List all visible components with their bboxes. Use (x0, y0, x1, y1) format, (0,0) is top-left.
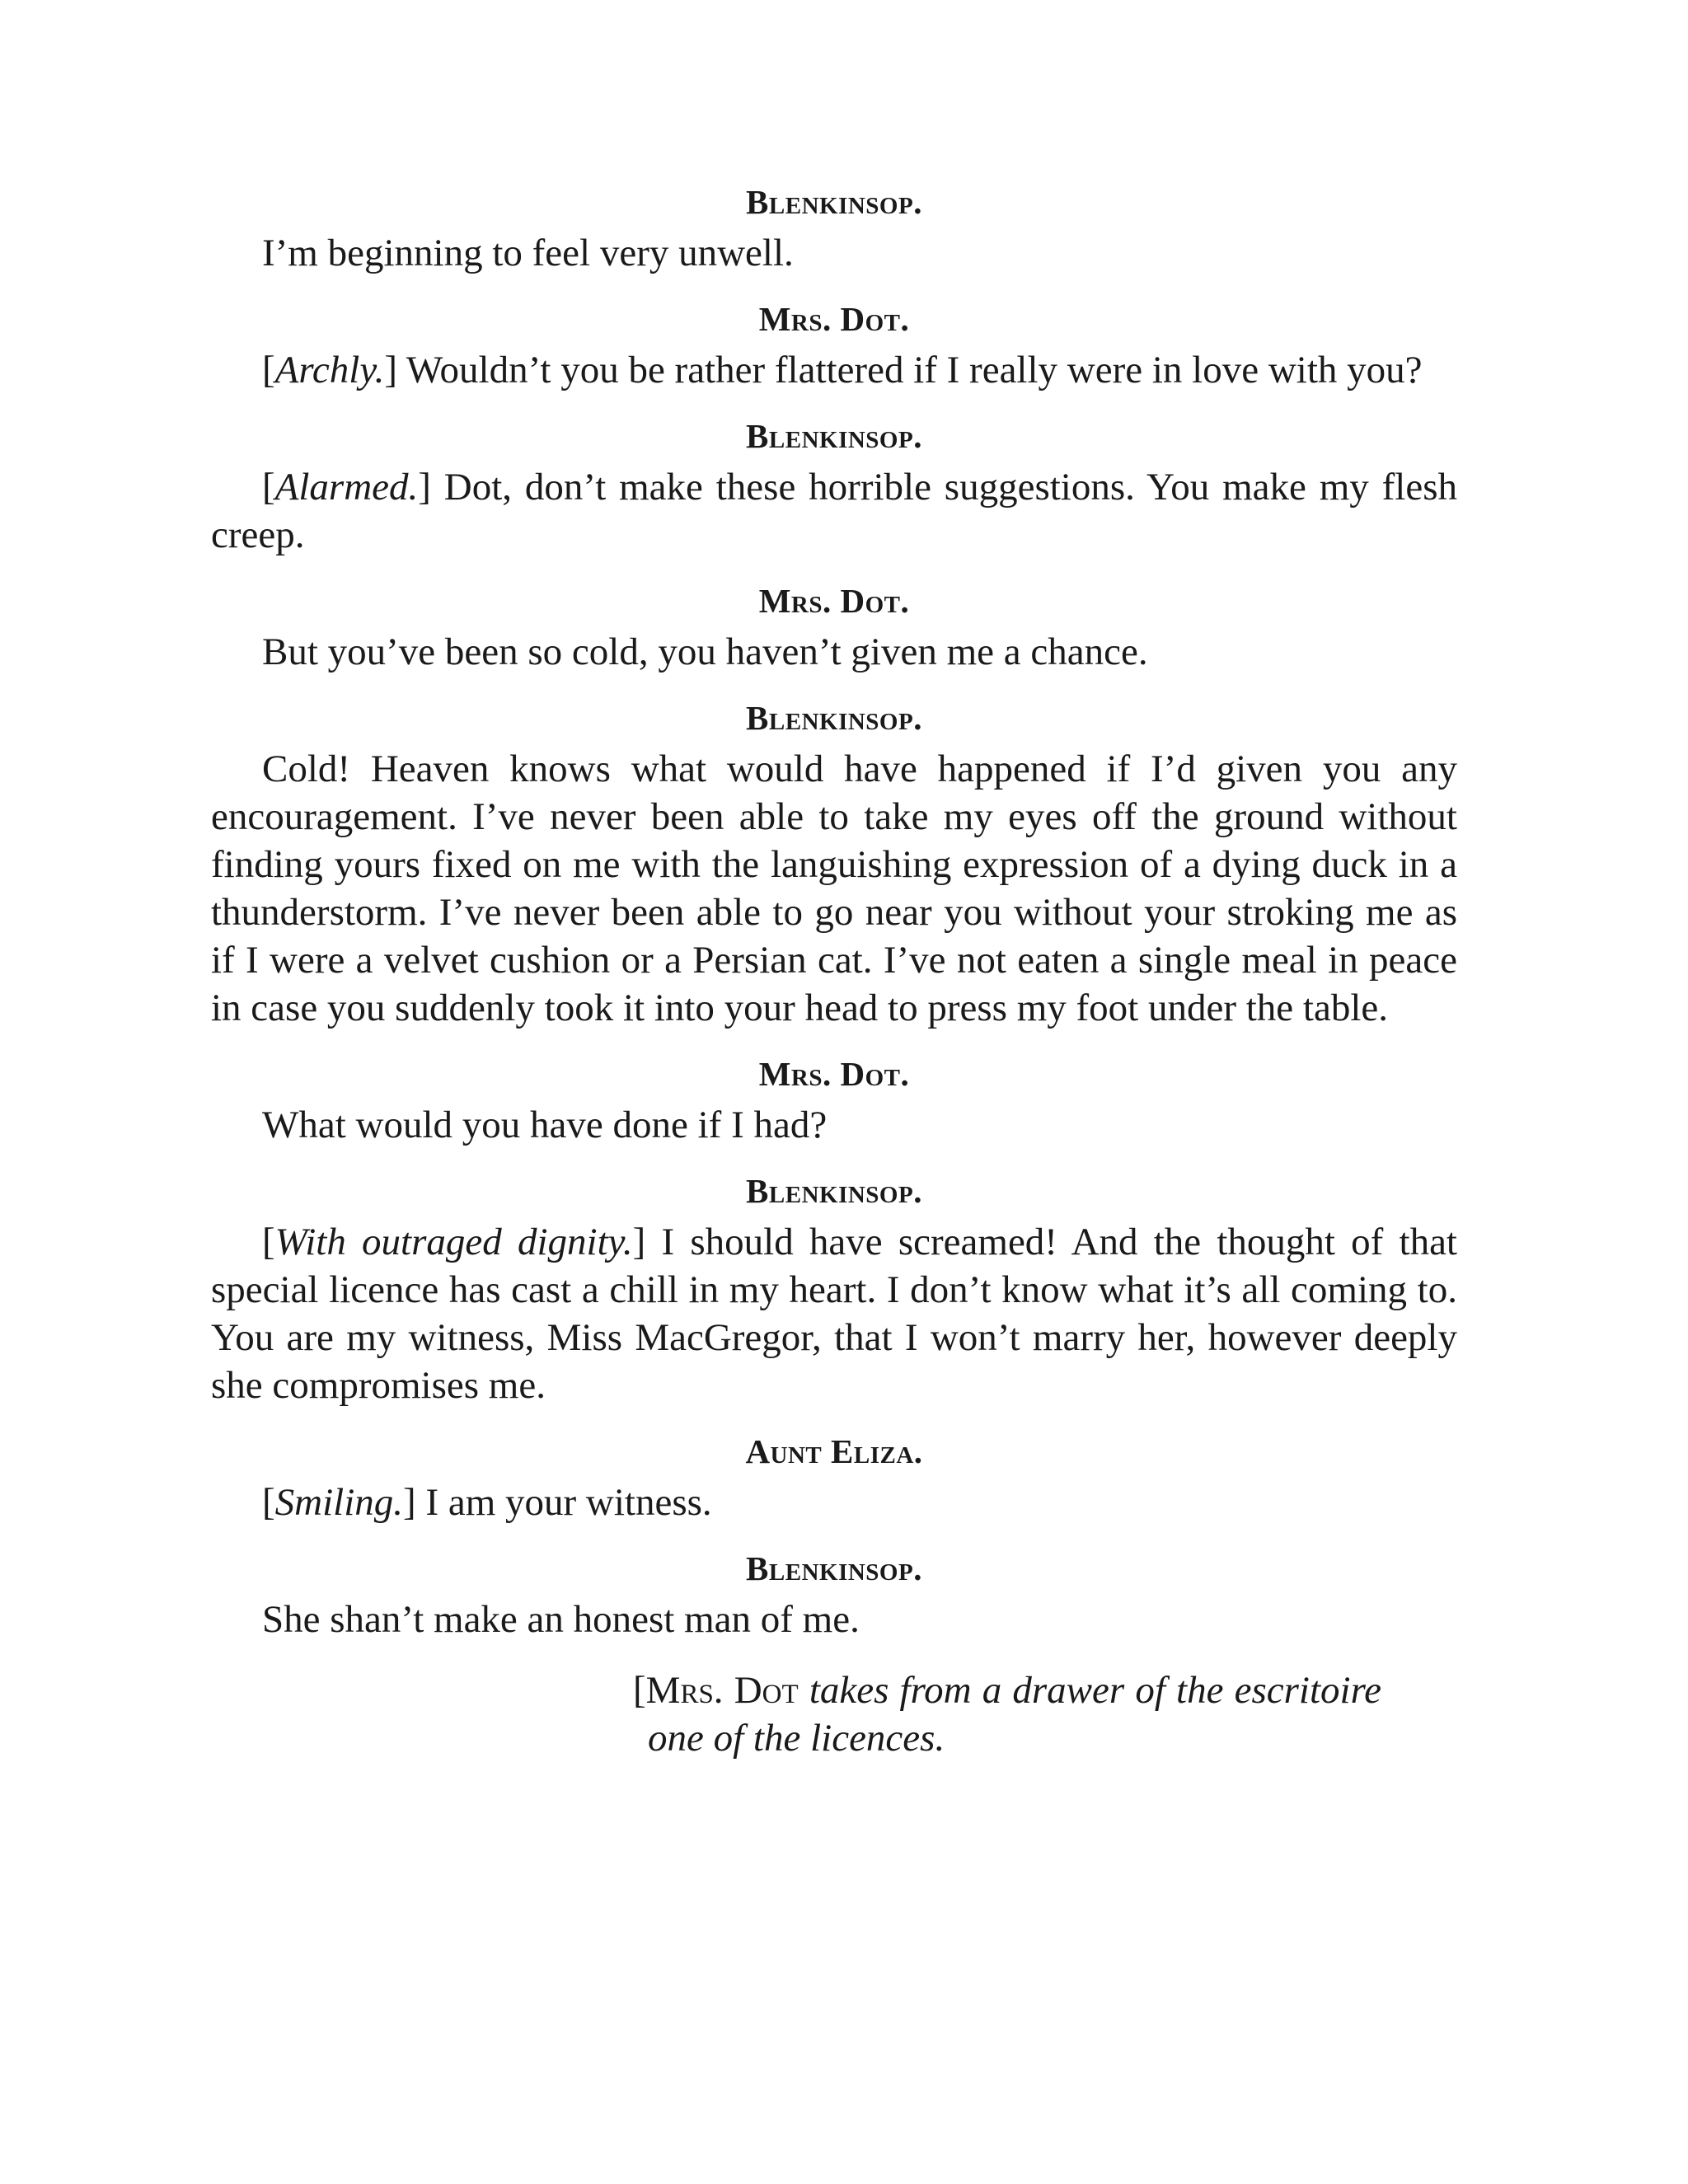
dialogue-text: Dot, don’t make these horrible suggestions. You make my flesh creep. (211, 466, 1458, 556)
speaker-name: Blenkinsop. (746, 699, 922, 737)
dialogue-text: I should have screamed! And the thought of that special licence has cast a chill in my heart. I don’t know what it’s all coming to. You are my witness, Miss MacGregor, that I won’t marry her, however deeply she compromises me. (211, 1221, 1457, 1407)
speaker-name: Blenkinsop. (746, 417, 922, 455)
dialogue-line: [Smiling.] I am your witness. (262, 1481, 712, 1524)
speaker-name: Mrs. Dot. (758, 300, 910, 338)
speaker-name: Blenkinsop. (746, 183, 922, 221)
dialogue-text: Wouldn’t you be rather flattered if I really were in love with you? (406, 349, 1423, 391)
dialogue-line (211, 628, 1457, 676)
speaker-name: Aunt Eliza. (745, 1432, 923, 1470)
stage-character: Mrs. Dot (645, 1669, 799, 1712)
dialogue-line: [Alarmed.] Dot, don’t make these horrible suggestions. You make my flesh creep. (211, 466, 1458, 556)
stage-text: takes from a drawer of the escritoire one of the licences. (648, 1669, 1381, 1760)
dialogue-text: What would you have done if I had? (262, 1104, 828, 1146)
closing-stage-direction (633, 1666, 1381, 1762)
stage-direction: Alarmed. (274, 466, 419, 509)
dialogue-line (211, 1596, 1457, 1643)
stage-direction: Archly. (274, 349, 385, 391)
dialogue-text: Cold! Heaven knows what would have happened if I’d given you any encouragement. I’ve never been able to take my eyes off the ground without finding yours fixed on me with the languishing expression of a dying duck in a thunderstorm. I’ve never been able to go near you without your stroking me as if I were a velvet cushion or a Persian cat. I’ve not eaten a single meal in peace in case you suddenly took it into your head to press my foot under the table. (211, 748, 1457, 1029)
dialogue-text: I am your witness. (425, 1481, 712, 1524)
dialogue-line (211, 229, 1457, 277)
dialogue-line: [With outraged dignity.] I should have screamed! And the thought of that special licence has cast a chill in my heart. I don’t know what it’s all coming to. You are my witness, Miss MacGregor, that I won’t marry her, however deeply she compromises me. (211, 1221, 1457, 1407)
dialogue-line: [Archly.] Wouldn’t you be rather flattered if I really were in love with you? (262, 349, 1423, 391)
dialogue-text: She shan’t make an honest man of me. (262, 1598, 860, 1641)
speaker-name: Blenkinsop. (746, 1549, 922, 1587)
play-page (211, 181, 1457, 1801)
dialogue-text: I’m beginning to feel very unwell. (262, 232, 794, 274)
speaker-name: Mrs. Dot. (758, 1055, 910, 1093)
stage-direction: With outraged dignity. (274, 1221, 633, 1263)
speaker-name: Mrs. Dot. (758, 582, 910, 620)
stage-bracket: [ (633, 1669, 646, 1712)
dialogue-line (211, 745, 1457, 1032)
dialogue-text: But you’ve been so cold, you haven’t given me a chance. (262, 630, 1148, 673)
speaker-name: Blenkinsop. (746, 1172, 922, 1210)
dialogue-line (211, 1101, 1457, 1149)
stage-direction: Smiling. (274, 1481, 404, 1524)
